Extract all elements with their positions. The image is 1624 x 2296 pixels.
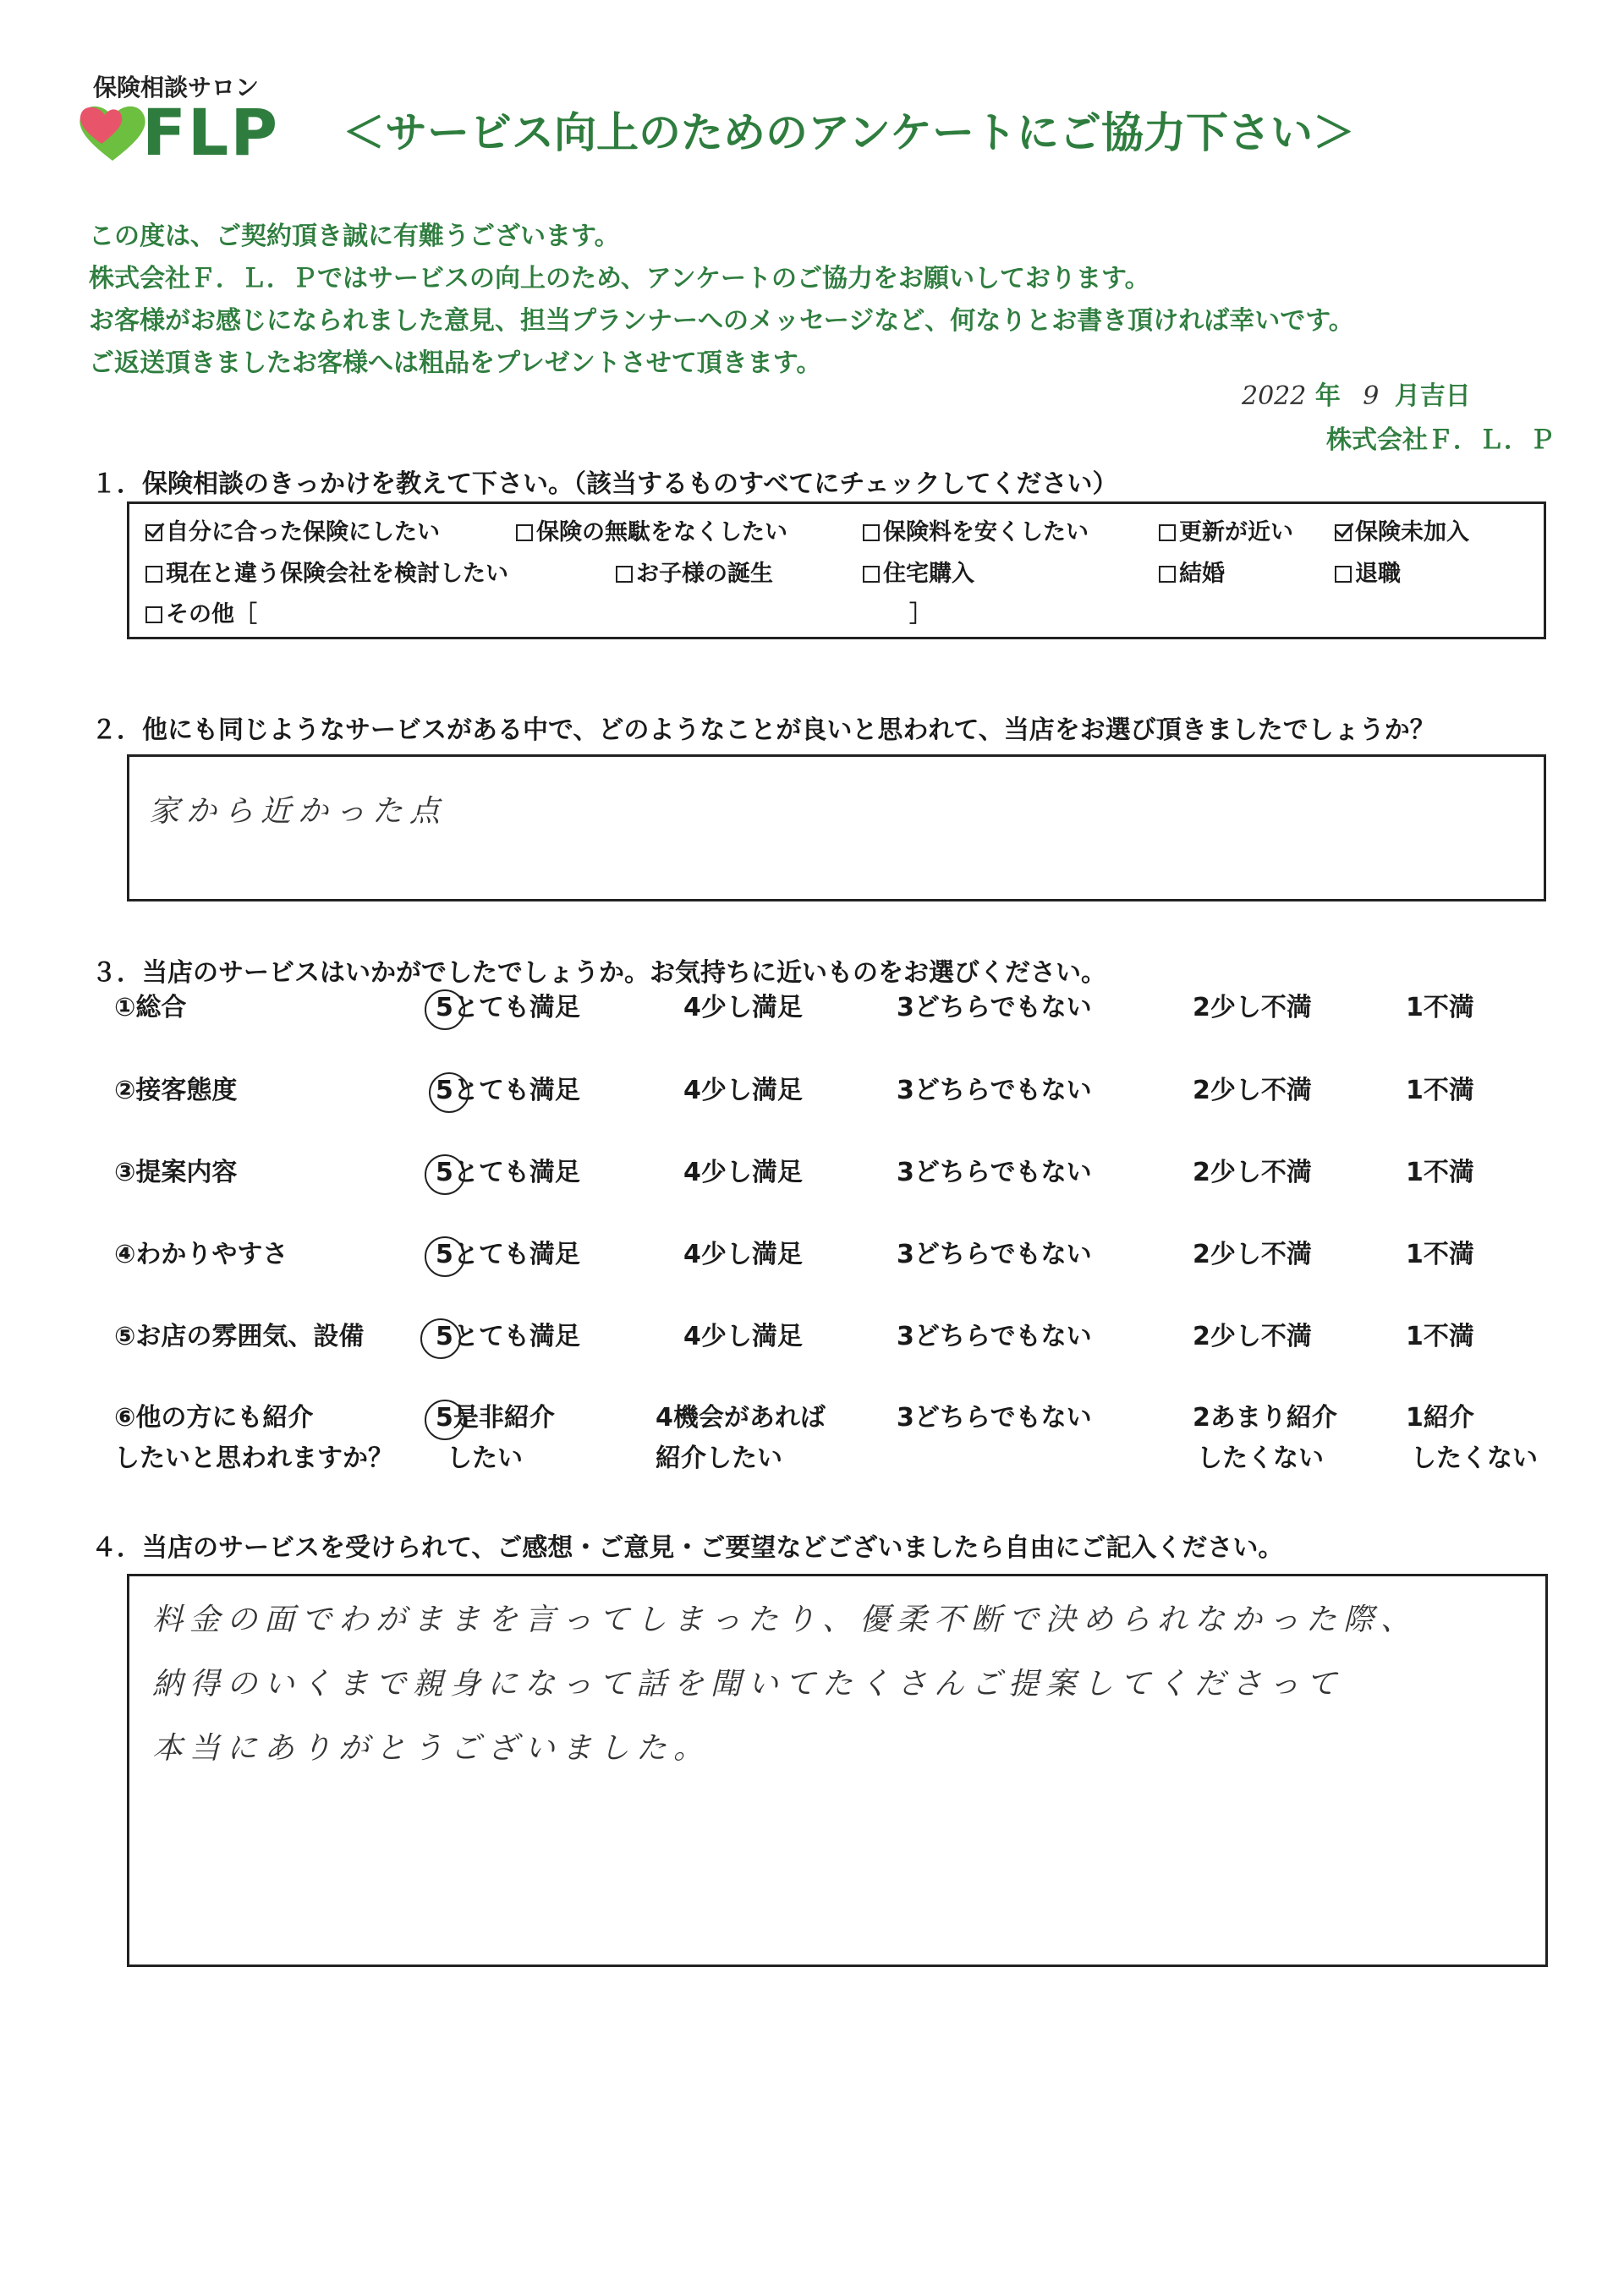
rating-choice[interactable]: 3どちらでもない bbox=[897, 1076, 1092, 1105]
q1-option-label: 保険の無駄をなくしたい bbox=[536, 519, 787, 545]
rating-choice[interactable]: 4少し満足 bbox=[683, 1158, 803, 1187]
company-name: 株式会社Ｆ．Ｌ．Ｐ bbox=[1326, 425, 1555, 455]
checkbox-checked[interactable] bbox=[145, 524, 162, 541]
rating-choice[interactable]: 5とても満足 bbox=[436, 1322, 580, 1351]
q3-row-label: ③提案内容 bbox=[114, 1158, 238, 1187]
q1-option[interactable] bbox=[863, 555, 974, 588]
intro-line: お客様がお感じになられました意見、担当プランナーへのメッセージなど、何なりとお書き頂ければ幸いです。 bbox=[89, 306, 1354, 336]
brand-subname: 保険相談サロン bbox=[93, 74, 260, 101]
rating-choice[interactable]: 1不満 bbox=[1406, 1076, 1474, 1105]
q4-handwritten-line: 料金の面でわがままを言ってしまったり、優柔不断で決められなかった際、 bbox=[152, 1603, 1418, 1637]
intro-line: ご返送頂きましたお客様へは粗品をプレゼントさせて頂きます。 bbox=[89, 348, 822, 378]
heart-logo-icon bbox=[76, 101, 149, 162]
rating-choice[interactable]: 5とても満足 bbox=[436, 1158, 580, 1187]
rating-choice[interactable]: 5とても満足 bbox=[436, 993, 580, 1022]
q4-handwritten-line: 本当にありがとうございました。 bbox=[152, 1731, 711, 1766]
q1-option-label: お子様の誕生 bbox=[636, 561, 773, 587]
rating-choice[interactable]: したい bbox=[447, 1444, 523, 1473]
checkbox[interactable] bbox=[863, 524, 880, 541]
q2-handwritten-answer: 家から近かった点 bbox=[149, 794, 447, 829]
rating-choice[interactable]: 紹介したい bbox=[656, 1444, 782, 1473]
rating-choice[interactable]: 4少し満足 bbox=[683, 1240, 803, 1269]
q3-heading: ３．当店のサービスはいかがでしたでしょうか。お気持ちに近いものをお選びください。 bbox=[91, 958, 1106, 988]
q1-option-label: 更新が近い bbox=[1179, 519, 1293, 545]
q1-option[interactable] bbox=[1159, 513, 1293, 546]
rating-choice[interactable]: 5是非紹介 bbox=[436, 1403, 555, 1433]
q3-row-label: ⑥他の方にも紹介 bbox=[114, 1403, 314, 1433]
year-handwritten: 2022 bbox=[1242, 381, 1307, 411]
checkbox[interactable] bbox=[1159, 524, 1176, 541]
checkbox-checked[interactable] bbox=[1335, 524, 1352, 541]
rating-choice[interactable]: 4少し満足 bbox=[683, 993, 803, 1022]
rating-choice[interactable]: 4少し満足 bbox=[683, 1322, 803, 1351]
intro-line: この度は、ご契約頂き誠に有難うございます。 bbox=[89, 222, 620, 251]
month-label: 月吉日 bbox=[1394, 381, 1471, 411]
q1-option-label: 自分に合った保険にしたい bbox=[166, 519, 440, 545]
checkbox[interactable] bbox=[616, 566, 633, 583]
q3-row-label: ⑤お店の雰囲気、設備 bbox=[114, 1322, 365, 1351]
rating-choice[interactable]: 3どちらでもない bbox=[897, 1240, 1092, 1269]
q1-option-label: 現在と違う保険会社を検討したい bbox=[166, 561, 508, 587]
rating-choice[interactable]: 1不満 bbox=[1406, 993, 1474, 1022]
q3-row-label: ④わかりやすさ bbox=[114, 1240, 288, 1269]
q4-heading: ４．当店のサービスを受けられて、ご感想・ご意見・ご要望などございましたら自由にご記入ください。 bbox=[91, 1533, 1284, 1563]
rating-choice[interactable]: 3どちらでもない bbox=[897, 1158, 1092, 1187]
rating-choice[interactable]: したくない bbox=[1197, 1444, 1324, 1473]
rating-choice[interactable]: 1紹介 bbox=[1406, 1403, 1474, 1433]
q1-heading: １．保険相談のきっかけを教えて下さい。（該当するものすべてにチェックしてください） bbox=[91, 469, 1118, 499]
rating-choice[interactable]: 4機会があれば bbox=[656, 1403, 826, 1433]
q3-row-label: ②接客態度 bbox=[114, 1076, 238, 1105]
intro-line: 株式会社Ｆ．Ｌ．Ｐではサービスの向上のため、アンケートのご協力をお願いしております。 bbox=[89, 264, 1150, 293]
q1-option[interactable] bbox=[516, 513, 787, 546]
q1-option-label: 保険料を安くしたい bbox=[883, 519, 1089, 545]
q1-option-label: 住宅購入 bbox=[883, 561, 974, 587]
rating-choice[interactable]: 2少し不満 bbox=[1193, 1322, 1312, 1351]
q4-handwritten-line: 納得のいくまで親身になって話を聞いてたくさんご提案してくださって bbox=[152, 1667, 1344, 1701]
q1-option[interactable] bbox=[145, 513, 440, 546]
rating-choice[interactable]: 5とても満足 bbox=[436, 1240, 580, 1269]
q1-option-label: 保険未加入 bbox=[1355, 519, 1469, 545]
rating-choice[interactable]: 2少し不満 bbox=[1193, 1240, 1312, 1269]
q1-option[interactable] bbox=[863, 513, 1089, 546]
q3-row-label: ①総合 bbox=[114, 993, 187, 1022]
page-title: ＜サービス向上のためのアンケートにご協力下さい＞ bbox=[343, 108, 1355, 157]
company-logo: FLP bbox=[142, 95, 280, 170]
q1-option[interactable] bbox=[145, 555, 508, 588]
rating-choice[interactable]: 5とても満足 bbox=[436, 1076, 580, 1105]
rating-choice[interactable]: 3どちらでもない bbox=[897, 1322, 1092, 1351]
rating-choice[interactable]: 2あまり紹介 bbox=[1193, 1403, 1337, 1433]
rating-choice[interactable]: 1不満 bbox=[1406, 1240, 1474, 1269]
q1-option-other[interactable] bbox=[145, 595, 257, 628]
rating-choice[interactable]: 2少し不満 bbox=[1193, 993, 1312, 1022]
rating-choice[interactable]: 2少し不満 bbox=[1193, 1158, 1312, 1187]
checkbox[interactable] bbox=[516, 524, 533, 541]
q1-option[interactable] bbox=[1159, 555, 1225, 588]
rating-choice[interactable]: 4少し満足 bbox=[683, 1076, 803, 1105]
checkbox[interactable] bbox=[145, 566, 162, 583]
rating-choice[interactable]: 3どちらでもない bbox=[897, 1403, 1092, 1433]
checkbox[interactable] bbox=[1335, 566, 1352, 583]
intro-text bbox=[89, 216, 1354, 385]
q1-option-label: 退職 bbox=[1355, 561, 1401, 587]
q1-option[interactable] bbox=[616, 555, 773, 588]
checkbox[interactable] bbox=[145, 606, 162, 623]
year-label: 年 bbox=[1314, 381, 1341, 411]
rating-choice[interactable]: 2少し不満 bbox=[1193, 1076, 1312, 1105]
q1-option[interactable] bbox=[1335, 513, 1469, 546]
rating-choice[interactable]: 3どちらでもない bbox=[897, 993, 1092, 1022]
rating-choice[interactable]: 1不満 bbox=[1406, 1158, 1474, 1187]
q1-option[interactable] bbox=[1335, 555, 1401, 588]
checkbox[interactable] bbox=[1159, 566, 1176, 583]
q1-option-label: その他［ bbox=[166, 601, 257, 627]
month-handwritten: 9 bbox=[1363, 381, 1380, 411]
checkbox[interactable] bbox=[863, 566, 880, 583]
date-line bbox=[1242, 375, 1471, 412]
rating-choice[interactable]: 1不満 bbox=[1406, 1322, 1474, 1351]
q2-heading: ２．他にも同じようなサービスがある中で、どのようなことが良いと思われて、当店をお選び頂きましたでしょうか？ bbox=[91, 715, 1435, 745]
rating-choice[interactable]: したくない bbox=[1411, 1444, 1538, 1473]
q1-option-label: 結婚 bbox=[1179, 561, 1225, 587]
q1-other-bracket-close: ］ bbox=[909, 601, 932, 627]
q3-row-label: したいと思われますか？ bbox=[114, 1444, 393, 1473]
